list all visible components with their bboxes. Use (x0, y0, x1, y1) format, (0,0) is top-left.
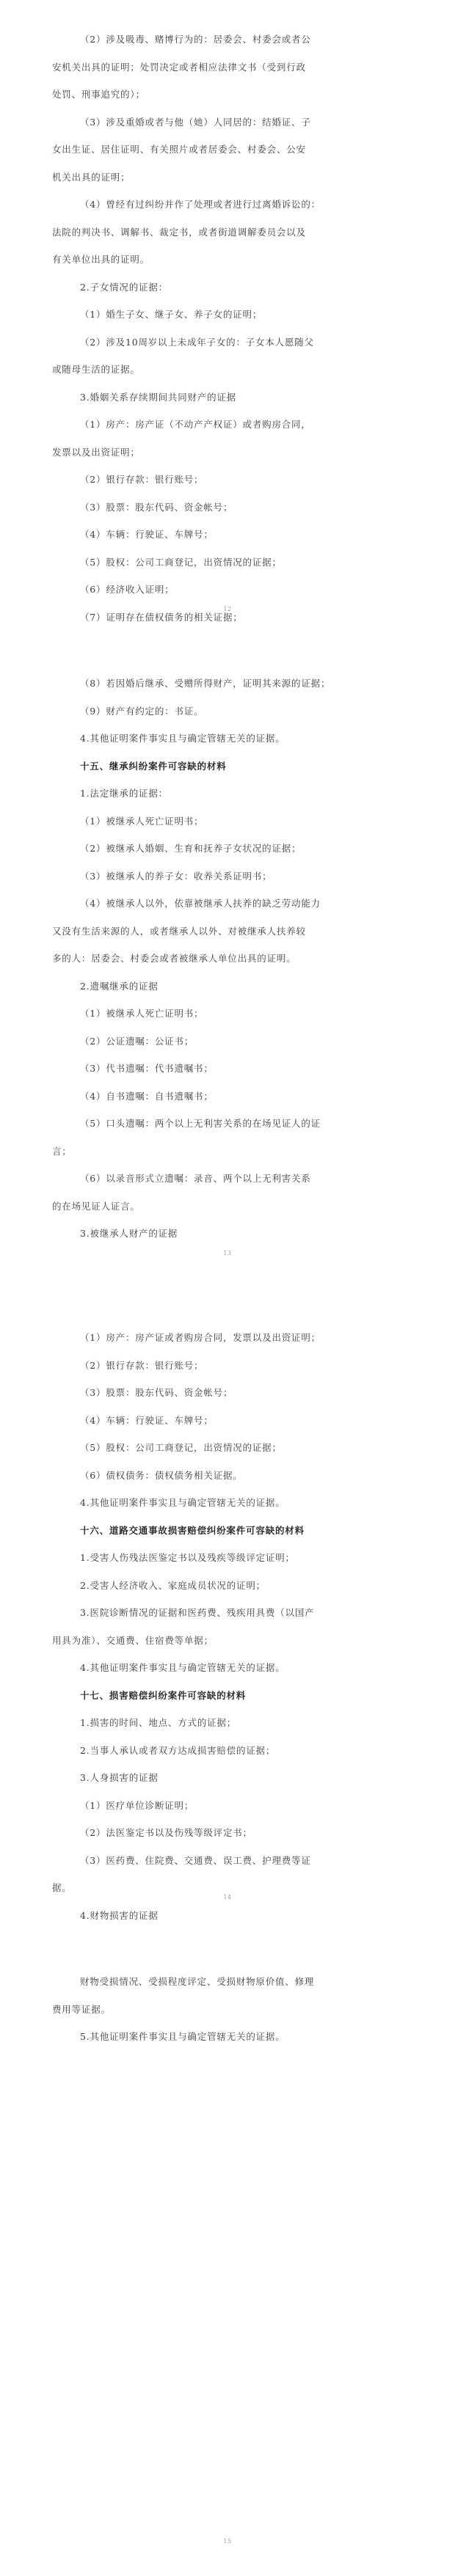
text-line: 或随母生活的证据。 (52, 364, 140, 375)
text-line: 2.子女情况的证据： (80, 281, 168, 293)
section-heading: 十五、继承纠纷案件可容缺的材料 (80, 760, 227, 772)
text-line: 4.财物损害的证据 (80, 1909, 159, 1921)
text-line: （3）股票：股东代码、资金帐号； (80, 1387, 233, 1398)
page-number: 13 (223, 1250, 232, 1256)
text-line: （5）股权：公司工商登记，出资情况的证据； (80, 1442, 282, 1453)
text-line: （1）医疗单位诊断证明； (80, 1799, 194, 1811)
text-line: 3.婚姻关系存续期间共同财产的证据 (80, 391, 237, 403)
text-line: （4）车辆：行驶证、车牌号； (80, 1414, 214, 1426)
text-line: 女出生证、居住证明、有关照片或者居委会、村委会、公安 (52, 144, 306, 155)
text-line: 2.遗嘱继承的证据 (80, 980, 159, 992)
text-line: （1）房产：房产证或者购房合同，发票以及出资证明； (80, 1332, 321, 1343)
text-line: （9）财产有约定的：书证。 (80, 705, 204, 717)
page-15 (0, 1932, 455, 2576)
text-line: （1）被继承人死亡证明书； (80, 1008, 204, 1019)
text-line: （3）被继承人的养子女：收养关系证明书； (80, 870, 272, 882)
page-13 (0, 644, 455, 1288)
section-heading: 十六、道路交通事故损害赔偿纠纷案件可容缺的材料 (80, 1524, 305, 1536)
text-line: 3.医院诊断情况的证据和医药费、残疾用具费（以国产 (80, 1607, 315, 1618)
text-line: 2.受害人经济收入、家庭成员状况的证明； (80, 1579, 266, 1591)
text-line: 3.人身损害的证据 (80, 1772, 159, 1783)
text-line: 有关单位出具的证明。 (52, 254, 150, 265)
text-line: 据。 (52, 1882, 72, 1893)
text-line: （3）医药费、住院费、交通费、误工费、护理费等证 (80, 1854, 311, 1866)
text-line: 费用等证据。 (52, 2003, 111, 2015)
text-line: （2）法医鉴定书以及伤残等级评定书； (80, 1827, 252, 1838)
text-line: 安机关出具的证明；处罚决定或者相应法律文书（受到行政 (52, 61, 306, 73)
text-line: 的在场见证人证言。 (52, 1200, 140, 1212)
page-12 (0, 0, 455, 644)
text-line: （2）涉及10周岁以上未成年子女的：子女本人愿随父 (80, 336, 314, 348)
page-number: 14 (223, 1894, 232, 1900)
text-line: 机关出具的证明； (52, 171, 131, 183)
text-line: （3）涉及重婚或者与他（她）人同居的：结婚证、子 (80, 116, 311, 128)
text-line: 4.其他证明案件事实且与确定管辖无关的证据。 (80, 1497, 285, 1508)
section-heading: 十七、损害赔偿纠纷案件可容缺的材料 (80, 1689, 247, 1701)
text-line: 财物受损情况、受损程度评定、受损财物原价值、修理 (80, 1976, 315, 1987)
text-line: （2）银行存款：银行账号； (80, 474, 204, 485)
text-line: （4）车辆：行驶证、车牌号； (80, 529, 214, 540)
text-line: （3）代书遗嘱：代书遗嘱书； (80, 1063, 214, 1074)
text-line: 2.当事人承认或者双方达成损害赔偿的证据； (80, 1744, 276, 1756)
text-line: 1.受害人伤残法医鉴定书以及残疾等级评定证明； (80, 1552, 295, 1563)
text-line: 3.被继承人财产的证据 (80, 1228, 178, 1239)
text-line: （4）自书遗嘱：自书遗嘱书； (80, 1090, 214, 1102)
text-line: （1）被继承人死亡证明书； (80, 815, 204, 827)
text-line: 言； (52, 1145, 72, 1157)
text-line: 4.其他证明案件事实且与确定管辖无关的证据。 (80, 1662, 285, 1673)
text-line: 多的人：居委会、村委会或者被继承人单位出具的证明。 (52, 953, 296, 964)
text-line: 4.其他证明案件事实且与确定管辖无关的证据。 (80, 733, 285, 744)
text-line: 5.其他证明案件事实且与确定管辖无关的证据。 (80, 2031, 285, 2042)
text-line: （2）银行存款：银行账号； (80, 1359, 204, 1371)
text-line: （5）股权：公司工商登记，出资情况的证据； (80, 556, 282, 568)
text-line: （6）经济收入证明； (80, 584, 175, 595)
text-line: （6）债权债务：债权债务相关证据。 (80, 1469, 243, 1481)
text-line: （3）股票：股东代码、资金帐号； (80, 501, 233, 513)
text-line: 用具为准）、交通费、住宿费等单据； (52, 1634, 214, 1646)
text-line: （8）若因婚后继承、受赠所得财产，证明其来源的证据； (80, 678, 331, 689)
page-number: 12 (223, 606, 232, 612)
page-14 (0, 1288, 455, 1932)
text-line: 处罚、刑事追究的）； (52, 89, 145, 100)
text-line: （7）证明存在债权债务的相关证据； (80, 611, 243, 623)
text-line: （2）被继承人婚姻、生育和抚养子女状况的证据； (80, 843, 302, 854)
text-line: （5）口头遗嘱：两个以上无利害关系的在场见证人的证 (80, 1118, 321, 1129)
text-line: 发票以及出资证明； (52, 446, 140, 458)
text-line: （4）曾经有过纠纷并作了处理或者进行过离婚诉讼的： (80, 199, 321, 210)
text-line: （6）以录音形式立遗嘱：录音、两个以上无利害关系 (80, 1173, 311, 1184)
page-number: 15 (223, 2538, 232, 2544)
text-line: （2）公证遗嘱：公证书； (80, 1035, 194, 1047)
text-line: （1）房产：房产证（不动产产权证）或者购房合同， (80, 419, 311, 430)
text-line: （4）被继承人以外，依靠被继承人扶养的缺乏劳动能力 (80, 898, 321, 909)
text-line: 法院的判决书、调解书、裁定书，或者街道调解委员会以及 (52, 226, 306, 238)
text-line: 1.损害的时间、地点、方式的证据； (80, 1717, 237, 1728)
text-line: （2）涉及吸毒、赌博行为的：居委会、村委会或者公 (80, 34, 311, 45)
text-line: 1.法定继承的证据： (80, 788, 168, 799)
text-line: （1）婚生子女、继子女、养子女的证明； (80, 309, 263, 320)
text-line: 又没有生活来源的人，或者继承人以外、对被继承人扶养较 (52, 925, 306, 937)
